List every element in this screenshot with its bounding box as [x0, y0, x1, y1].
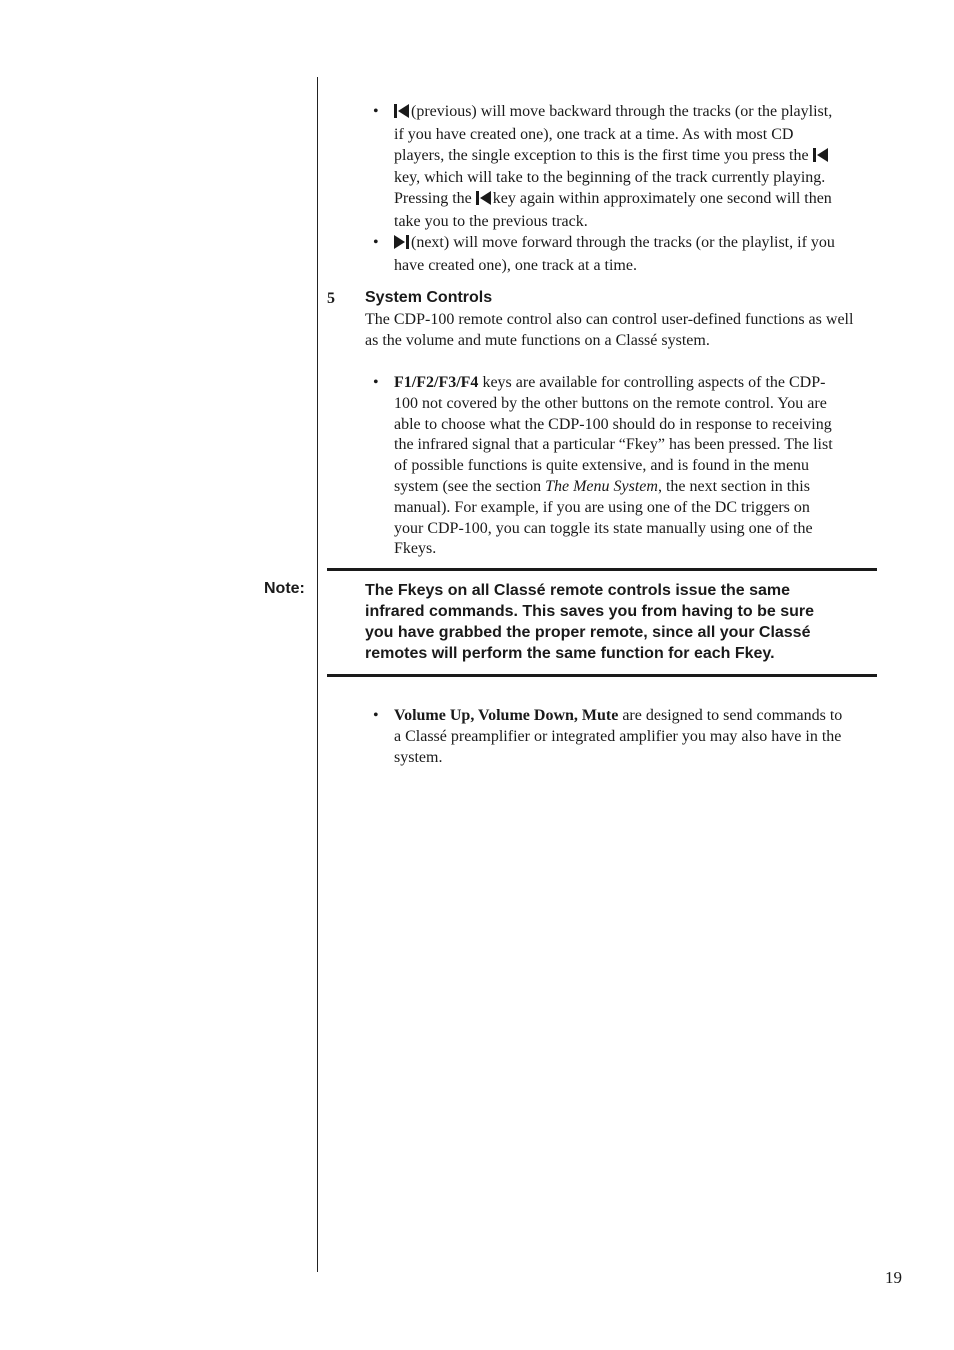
bullet-marker: •	[373, 374, 379, 391]
volume-term: Volume Up, Volume Down, Mute	[394, 707, 619, 724]
list-item-volume	[373, 706, 843, 768]
track-nav-bullets	[373, 102, 843, 276]
list-item-previous	[373, 102, 843, 233]
previous-text-c: key again within approximately one second will then take you to the previous track.	[394, 190, 832, 230]
fkeys-bullet	[373, 373, 843, 560]
list-item-next	[373, 233, 843, 277]
note-bottom-rule	[327, 674, 877, 677]
fkeys-text-b: , the next section in this manual). For example, if you are using one of the DC triggers on your CDP-100, you can toggle its state manually using one of the Fkeys.	[394, 477, 813, 558]
bullet-marker: •	[373, 233, 379, 251]
next-track-icon	[394, 235, 409, 256]
previous-text-b: key, which will take to the beginning of the track currently playing. Pressing the	[394, 169, 826, 208]
bullet-marker: •	[373, 707, 379, 724]
section-title: System Controls	[365, 289, 493, 306]
volume-bullet	[373, 706, 843, 768]
margin-rule	[317, 77, 318, 1272]
previous-track-icon	[476, 191, 491, 212]
note-top-rule	[327, 568, 877, 571]
section-number: 5	[327, 290, 335, 307]
page-number: 19	[885, 1268, 902, 1287]
fkeys-term: F1/F2/F3/F4	[394, 374, 479, 391]
next-text: (next) will move forward through the tracks (or the playlist, if you have created one), one track at a time.	[394, 233, 835, 274]
fkeys-text-a: keys are available for controlling aspects of the CDP-100 not covered by the other buttons on the remote control. You are able to choose what the CDP-100 should do in response to receiving the infrared signal that a particular “Fkey” has been pressed. The list of possible functions is quite extensive, and is found in the menu system (see the section	[394, 374, 833, 495]
previous-text-a: (previous) will move backward through the tracks (or the playlist, if you have created one), one track at a time. As with most CD players, the single exception to this is the first time you press the	[394, 103, 833, 164]
note-label: Note:	[264, 580, 305, 597]
note-text: The Fkeys on all Classé remote controls issue the same infrared commands. This saves you from having to be sure you have grabbed the proper remote, since all your Classé remotes will perform the same function for each Fkey.	[365, 582, 815, 662]
previous-track-icon	[394, 104, 409, 125]
list-item-fkeys	[373, 373, 843, 560]
previous-track-icon	[813, 148, 828, 169]
volume-text: are designed to send commands to a Classé preamplifier or integrated amplifier you may also have in the system.	[394, 707, 843, 766]
bullet-marker: •	[373, 103, 379, 120]
menu-system-ref: The Menu System	[545, 477, 658, 495]
section-body: The CDP-100 remote control also can control user-defined functions as well as the volume and mute functions on a Classé system.	[365, 311, 854, 349]
